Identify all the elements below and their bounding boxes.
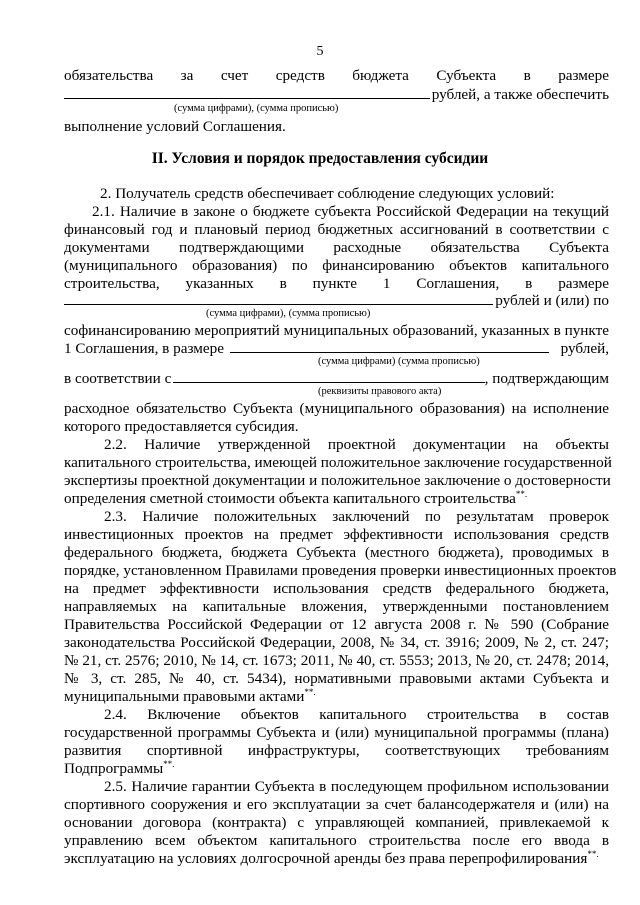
text-line: направляемых на капитальные вложения, утвержденными постановлением <box>64 598 609 615</box>
field-caption: (сумма цифрами), (сумма прописью) <box>174 103 339 114</box>
text-line: которого предоставляется субсидия. <box>64 418 299 435</box>
text-line: 2.5. Наличие гарантии Субъекта в последующем профильном использовании <box>104 778 609 795</box>
text-line: инвестиционных проектов на предмет эффективности использования средств <box>64 526 609 543</box>
text-line: № 3, ст. 285, № 40, ст. 5434), нормативными правовыми актами Субъекта и <box>64 670 609 687</box>
text-line <box>64 86 609 103</box>
text-line: документами подтверждающими расходные обязательства Субъекта <box>64 239 609 256</box>
text-line: Правительства Российской Федерации от 12 августа 2008 г. № 590 (Собрание <box>64 616 609 633</box>
text-line: федерального бюджета, бюджета Субъекта (местного бюджета), проводимых в <box>64 544 609 561</box>
text-line: капитального строительства, имеющей положительное заключение государственной <box>64 454 612 471</box>
text-line: строительства, указанных в пункте 1 Соглашения, в размере <box>64 275 609 292</box>
footnote-mark: **. <box>515 488 528 499</box>
field-caption: (реквизиты правового акта) <box>318 386 442 397</box>
text-line <box>64 850 609 867</box>
text-line: обязательства за счет средств бюджета Субъекта в размере <box>64 67 609 84</box>
text-fragment: , подтверждающим <box>484 370 609 387</box>
text-fragment: рублей, а также обеспечить <box>431 86 609 103</box>
blank-line <box>64 86 430 99</box>
text-line: расходное обязательство Субъекта (муниципального образования) на исполнение <box>64 400 609 417</box>
field-caption: (сумма цифрами) (сумма прописью) <box>318 356 480 367</box>
text-line: финансовый год и плановый период бюджетных ассигнований в соответствии с <box>64 221 609 238</box>
footnote-mark: **. <box>304 686 316 697</box>
text-line <box>64 340 609 357</box>
blank-line <box>64 292 493 305</box>
section-title: II. Условия и порядок предоставления субсидии <box>151 150 489 167</box>
page-number: 5 <box>316 44 324 59</box>
text-fragment: рублей и (или) по <box>495 292 609 309</box>
blank-line <box>173 370 484 383</box>
text-line <box>64 490 609 507</box>
text-fragment: в соответствии с <box>64 370 172 387</box>
text-fragment: определения сметной стоимости объекта капитального строительства <box>64 490 516 507</box>
text-line: 2.1. Наличие в законе о бюджете субъекта Российской Федерации на текущий <box>92 203 609 220</box>
text-line: экспертизы проектной документации и положительное заключение о достоверности <box>64 472 611 489</box>
text-fragment: эксплуатацию на условиях долгосрочной аренды без права перепрофилирования <box>64 850 588 867</box>
text-line: 2.2. Наличие утвержденной проектной документации на объекты <box>104 436 609 453</box>
text-line: спортивного сооружения и его эксплуатации за счет балансодержателя и (или) на <box>64 796 609 813</box>
blank-line <box>230 340 549 353</box>
text-line: 2.4. Включение объектов капитального строительства в состав <box>104 706 609 723</box>
text-fragment: 1 Соглашения, в размере <box>64 340 224 357</box>
text-line: развития спортивной инфраструктуры, соответствующих требованиям <box>64 742 609 759</box>
footnote-mark: **. <box>163 758 175 769</box>
text-line: 2.3. Наличие положительных заключений по результатам проверок <box>104 508 609 525</box>
text-line: софинансированию мероприятий муниципальных образований, указанных в пункте <box>64 322 609 339</box>
text-line <box>64 292 609 309</box>
text-line: законодательства Российской Федерации, 2008, № 34, ст. 3916; 2009, № 2, ст. 247; <box>64 634 609 651</box>
text-fragment: рублей, <box>560 340 609 357</box>
text-line: выполнение условий Соглашения. <box>64 118 286 135</box>
text-line: (муниципального образования) по финансированию объектов капитального <box>64 257 609 274</box>
text-line <box>64 760 609 777</box>
text-fragment: муниципальными правовыми актами <box>64 688 305 705</box>
text-line <box>64 370 609 387</box>
footnote-mark: **. <box>587 848 599 859</box>
text-line <box>64 688 609 705</box>
text-line: на предмет эффективности использования средств федерального бюджета, <box>64 580 609 597</box>
text-fragment: Подпрограммы <box>64 760 164 777</box>
text-line: № 21, ст. 2576; 2010, № 14, ст. 1673; 2011, № 40, ст. 5553; 2013, № 20, ст. 2478; 2014, <box>64 652 609 669</box>
text-line: управлению всем объектом капитального строительства после его ввода в <box>64 832 609 849</box>
field-caption: (сумма цифрами), (сумма прописью) <box>206 308 371 319</box>
text-line: основании договора (контракта) с управляющей компанией, привлекаемой к <box>64 814 609 831</box>
text-line: государственной программы Субъекта и (или) муниципальной программы (плана) <box>64 724 609 741</box>
text-line: порядке, установленном Правилами проведения проверки инвестиционных проектов <box>64 562 617 579</box>
text-line: 2. Получатель средств обеспечивает соблюдение следующих условий: <box>100 185 555 202</box>
